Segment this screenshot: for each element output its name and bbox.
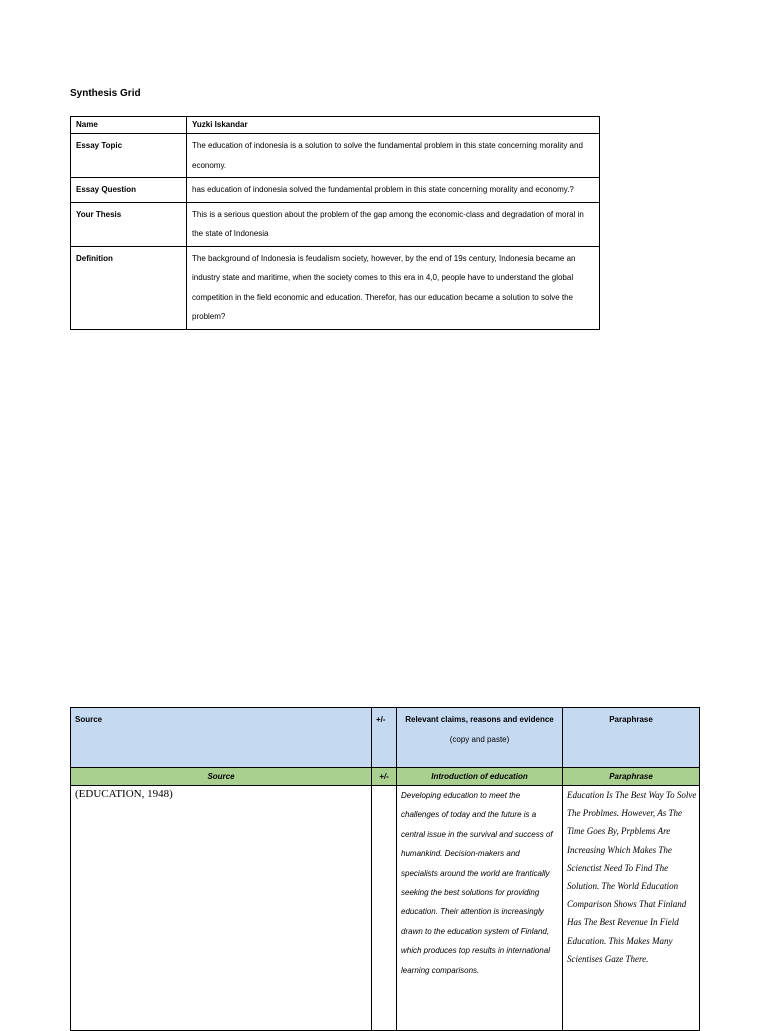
header-source: Source [71,708,372,768]
synthesis-grid-title: Synthesis Grid [70,88,141,99]
grid-value-essay-question: has education of indonesia solved the fundamental problem in this state concerning morality and economy.? [187,178,600,203]
source-row [71,786,700,1031]
grid-value-definition: The background of Indonesia is feudalism society, however, by the end of 19s century, Indonesia became an industry state and maritime, when the society comes to this era in 4,0, people have to understand the global competition in the field economic and education. Therefor, has our education became a solution to solve the problem? [187,246,600,329]
header-claims-title: Relevant claims, reasons and evidence [405,715,554,724]
source-plusminus [372,786,397,1031]
header-plusminus: +/- [372,708,397,768]
grid-label-name: Name [71,117,187,134]
header-paraphrase: Paraphrase [563,708,700,768]
grid-row-essay-topic [71,134,600,178]
subheader-plusminus: +/- [372,768,397,786]
subheader-paraphrase: Paraphrase [563,768,700,786]
source-citation: (EDUCATION, 1948) [71,786,372,1031]
grid-label-essay-topic: Essay Topic [71,134,187,178]
grid-value-thesis: This is a serious question about the problem of the gap among the economic-class and degradation of moral in the state of Indonesia [187,202,600,246]
grid-label-thesis: Your Thesis [71,202,187,246]
sources-header-row [71,708,700,768]
header-claims-note: (copy and paste) [449,734,510,744]
grid-row-essay-question [71,178,600,203]
grid-row-name [71,117,600,134]
subheader-source: Source [71,768,372,786]
synthesis-grid-table [70,116,600,330]
grid-row-definition [71,246,600,329]
grid-label-essay-question: Essay Question [71,178,187,203]
grid-value-name: Yuzki Iskandar [187,117,600,134]
grid-row-thesis [71,202,600,246]
source-claims: Developing education to meet the challenges of today and the future is a central issue in the survival and success of humankind. Decision-makers and specialists around the world are frantically seeking the best solutions for providing education. Their attention is increasingly drawn to the education system of Finland, which produces top results in international learning comparisons. [397,786,563,1031]
grid-label-definition: Definition [71,246,187,329]
header-claims [397,708,563,768]
grid-value-essay-topic: The education of indonesia is a solution to solve the fundamental problem in this state concerning morality and economy. [187,134,600,178]
sources-table [70,707,700,1031]
source-paraphrase: Education Is The Best Way To Solve The Problmes. However, As The Time Goes By, Prpblems Are Increasing Which Makes The Scienctist Need To Find The Solution. The World Education Comparison Shows That Finland Has The Best Revenue In Field Education. This Makes Many Scientises Gaze There. [563,786,700,1031]
sources-subheader-row [71,768,700,786]
subheader-claims: Introduction of education [397,768,563,786]
